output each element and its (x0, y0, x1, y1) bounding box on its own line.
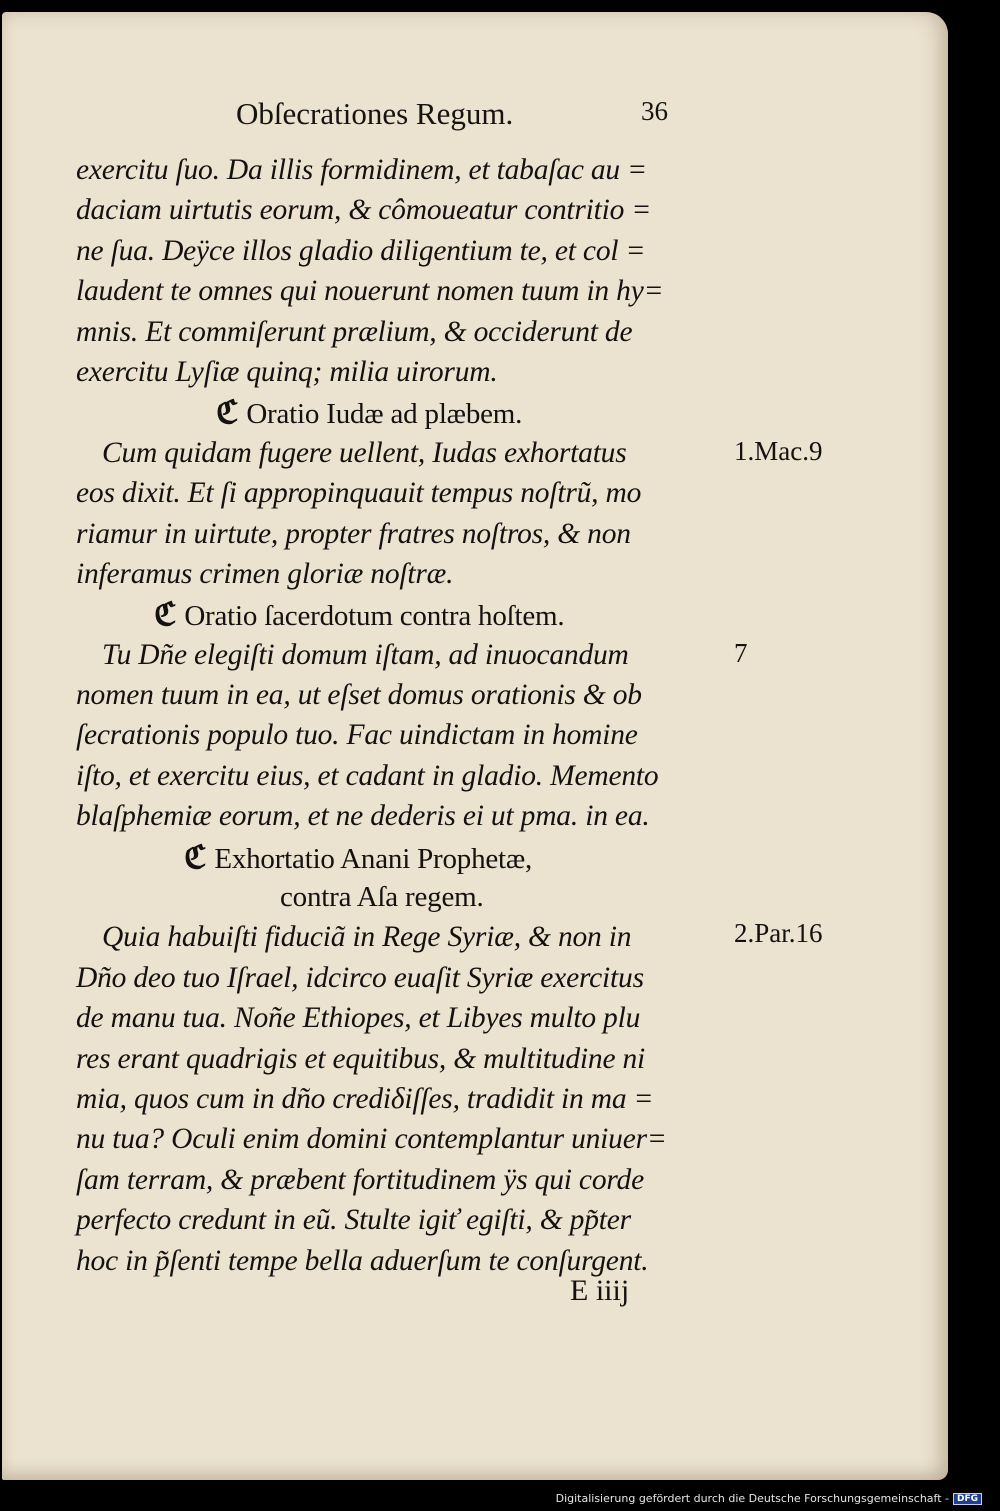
text-line: mia, quos cum in dño crediδiſſes, tradidit in ma = (76, 1082, 654, 1115)
text-line: exercitu ſuo. Da illis formidinem, et tabaſac au = (76, 154, 647, 186)
text-line: riamur in uirtute, propter fratres noſtros, & non (76, 517, 631, 550)
section-heading-text: Exhortatio Anani Prophetæ, (214, 842, 533, 875)
text-line: ne ſua. Deÿce illos gladio diligentium te, et col = (76, 234, 646, 267)
text-line: daciam uirtutis eorum, & cômoueatur contritio = (76, 194, 652, 227)
text-line: Cum quidam fugere uellent, Iudas exhortatus (102, 436, 627, 469)
text-line: ſecrationis populo tuo. Fac uindictam in homine (76, 719, 638, 752)
section-heading (76, 837, 756, 877)
text-line: nu tua? Oculi enim domini contemplantur uniuer= (76, 1123, 667, 1156)
text-line: nomen tuum in ea, ut eſset domus orationis & ob (76, 679, 642, 712)
margin-note-seven: 7 (734, 638, 748, 668)
text-line: perfecto credunt in eũ. Stulte igiť egiſti, & pp̃ter (76, 1204, 631, 1237)
page-number: 36 (641, 96, 668, 126)
text-line: eos dixit. Et ſi appropinquauit tempus noſtrũ, mo (76, 477, 642, 510)
text-line: mnis. Et commiſerunt prælium, & occiderunt de (76, 315, 633, 348)
margin-note-mac: 1.Mac.9 (734, 436, 823, 466)
section-heading (76, 594, 756, 634)
text-line: iſto, et exercitu eius, et cadant in gladio. Memento (76, 759, 659, 792)
paragraph-mark-icon: ℭ (154, 596, 177, 633)
text-line: ſam terram, & præbent fortitudinem ÿs qui corde (76, 1163, 644, 1196)
digitization-footer (556, 1492, 982, 1505)
paragraph-mark-icon: ℭ (184, 838, 207, 875)
body-text (76, 150, 756, 1281)
running-head-title: Obſecrationes Regum. (236, 96, 514, 131)
section-heading-text: Oratio ſacerdotum contra hoſtem. (184, 600, 565, 633)
margin-note-par: 2.Par.16 (734, 918, 823, 948)
text-line: de manu tua. Noñe Ethiopes, et Libyes multo plu (76, 1002, 641, 1035)
dfg-logo-icon: DFG (953, 1493, 982, 1505)
footer-text: Digitalisierung gefördert durch die Deutsche Forschungsgemeinschaft - (555, 1492, 949, 1505)
text-line: Tu Dñe elegiſti domum iſtam, ad inuocandum (102, 638, 629, 671)
text-line: laudent te omnes qui nouerunt nomen tuum in hy= (76, 275, 664, 308)
text-line: res erant quadrigis et equitibus, & multitudine ni (76, 1042, 646, 1075)
text-line: inferamus crimen gloriæ noſtræ. (76, 557, 454, 590)
text-line: Quia habuiſti fiduciã in Rege Syriæ, & non in (102, 921, 632, 954)
text-line: blaſphemiæ eorum, et ne dederis ei ut pma. in ea. (76, 800, 650, 833)
text-line: Dño deo tuo Iſrael, idcirco euaſit Syriæ exercitus (76, 961, 644, 994)
running-head (236, 96, 736, 146)
paragraph-mark-icon: ℭ (216, 394, 239, 431)
section-heading-text: Oratio Iudæ ad plæbem. (246, 398, 523, 431)
section-heading (76, 392, 756, 432)
text-line: hoc in p̃ſenti tempe bella aduerſum te conſurgent. (76, 1244, 649, 1277)
text-line: exercitu Lyſiæ quinq; milia uirorum. (76, 355, 498, 388)
section-heading-continued: contra Aſa regem. (280, 881, 484, 914)
signature-mark: E iiij (570, 1274, 630, 1307)
